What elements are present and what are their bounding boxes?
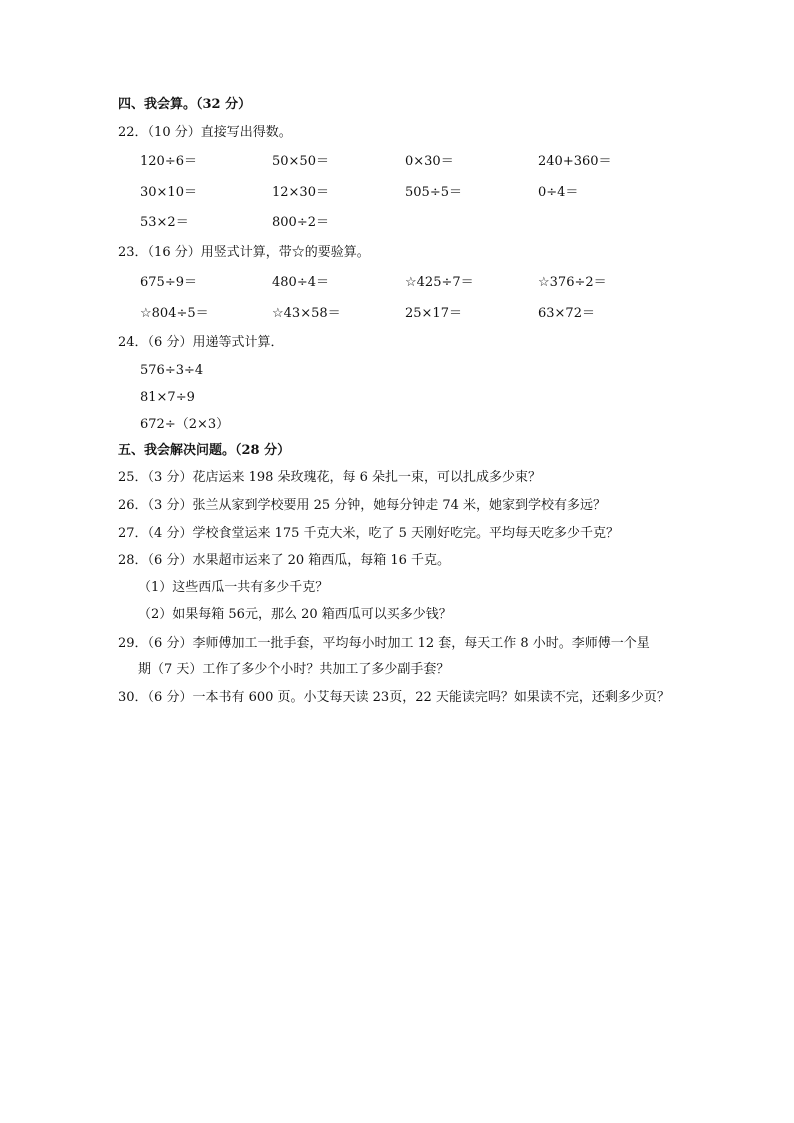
q23-item-2: 480÷4＝	[272, 275, 329, 290]
q27-text: 27．（4 分）学校食堂运来 175 千克大米，吃了 5 天刚好吃完。平均每天吃多少千克？	[118, 526, 620, 541]
q23-item-3: ☆425÷7＝	[405, 275, 474, 290]
q22-item-4: 240+360＝	[538, 154, 612, 169]
q23-item-1: 675÷9＝	[140, 275, 197, 290]
q28-sub2: （2）如果每箱 56元，那么 20 箱西瓜可以买多少钱？	[138, 607, 452, 622]
q23-item-4: ☆376÷2＝	[538, 275, 607, 290]
section5-heading: 五、我会解决问题。（28 分）	[118, 443, 291, 458]
q29-line1: 29．（6 分）李师傅加工一批手套，平均每小时加工 12 套，每天工作 8 小时。李师傅一个星	[118, 636, 650, 651]
q24-item-1: 576÷3÷4	[140, 363, 204, 378]
q26-text: 26．（3 分）张兰从家到学校要用 25 分钟，她每分钟走 74 米，她家到学校有多远？	[118, 498, 607, 513]
q22-item-9: 53×2＝	[140, 215, 189, 230]
q24-item-2: 81×7÷9	[140, 390, 195, 405]
q29-line2: 期（7 天）工作了多少个小时？共加工了多少副手套？	[138, 662, 450, 677]
q22-item-10: 800÷2＝	[272, 215, 329, 230]
q22-item-1: 120÷6＝	[140, 154, 197, 169]
q22-title: 22．（10 分）直接写出得数。	[118, 125, 292, 140]
q23-title: 23．（16 分）用竖式计算，带☆的要验算。	[118, 245, 370, 260]
q28-sub1: （1）这些西瓜一共有多少千克？	[138, 580, 329, 595]
q22-item-2: 50×50＝	[272, 154, 329, 169]
q22-item-7: 505÷5＝	[405, 185, 462, 200]
q25-text: 25．（3 分）花店运来 198 朵玫瑰花，每 6 朵扎一束，可以扎成多少束？	[118, 470, 542, 485]
q22-item-5: 30×10＝	[140, 185, 197, 200]
q22-item-3: 0×30＝	[405, 154, 454, 169]
q24-title: 24．（6 分）用递等式计算．	[118, 335, 284, 350]
q24-item-3: 672÷（2×3）	[140, 417, 230, 432]
q28-title: 28．（6 分）水果超市运来了 20 箱西瓜，每箱 16 千克。	[118, 553, 451, 568]
section4-heading: 四、我会算。（32 分）	[118, 97, 252, 112]
q22-item-6: 12×30＝	[272, 185, 329, 200]
q23-item-7: 25×17＝	[405, 306, 462, 321]
q22-item-8: 0÷4＝	[538, 185, 579, 200]
q30-text: 30．（6 分）一本书有 600 页。小艾每天读 23页，22 天能读完吗？如果读不完，还剩多少页？	[118, 690, 670, 705]
q23-item-5: ☆804÷5＝	[140, 306, 209, 321]
q23-item-6: ☆43×58＝	[272, 306, 341, 321]
q23-item-8: 63×72＝	[538, 306, 595, 321]
